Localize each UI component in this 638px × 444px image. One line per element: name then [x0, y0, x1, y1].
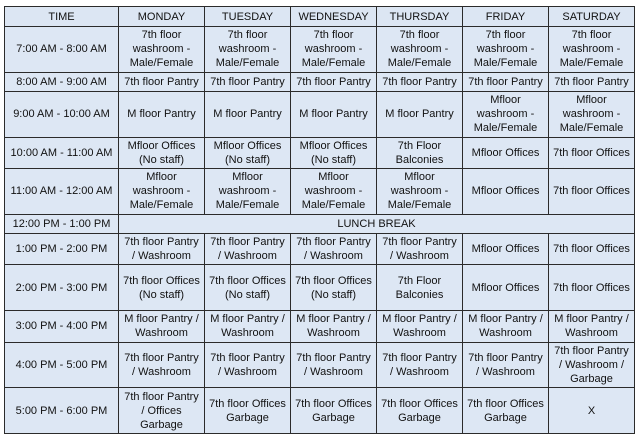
schedule-cell: 7th floor Offices (No staff)	[291, 265, 377, 311]
schedule-cell: 7th floor Offices	[549, 265, 635, 311]
schedule-cell: 7th floor washroom - Male/Female	[205, 27, 291, 73]
table-row	[5, 265, 635, 311]
time-cell: 7:00 AM - 8:00 AM	[5, 27, 119, 73]
schedule-cell: Mfloor washroom - Male/Female	[549, 91, 635, 137]
time-cell: 1:00 PM - 2:00 PM	[5, 234, 119, 265]
schedule-cell: M floor Pantry / Washroom	[463, 311, 549, 342]
lunch-break-cell: LUNCH BREAK	[119, 214, 635, 233]
table-row	[5, 388, 635, 434]
schedule-cell: 7th floor Pantry / Washroom	[291, 342, 377, 388]
schedule-cell: 7th floor Pantry	[205, 72, 291, 91]
schedule-cell: M floor Pantry / Washroom	[205, 311, 291, 342]
time-cell: 8:00 AM - 9:00 AM	[5, 72, 119, 91]
header-day: WEDNESDAY	[291, 7, 377, 27]
header-day: THURSDAY	[377, 7, 463, 27]
schedule-cell: 7th floor Pantry	[291, 72, 377, 91]
schedule-cell: Mfloor washroom - Male/Female	[205, 169, 291, 215]
schedule-cell: M floor Pantry	[119, 91, 205, 137]
schedule-cell: Mfloor Offices	[463, 169, 549, 215]
schedule-cell: 7th floor Offices Garbage	[291, 388, 377, 434]
schedule-cell: 7th floor Pantry / Offices Garbage	[119, 388, 205, 434]
schedule-cell: 7th floor Pantry / Washroom	[119, 342, 205, 388]
schedule-cell: M floor Pantry / Washroom	[119, 311, 205, 342]
table-row	[5, 169, 635, 215]
table-row	[5, 342, 635, 388]
table-row	[5, 72, 635, 91]
schedule-cell: Mfloor washroom - Male/Female	[377, 169, 463, 215]
schedule-cell: 7th floor washroom - Male/Female	[377, 27, 463, 73]
time-cell: 3:00 PM - 4:00 PM	[5, 311, 119, 342]
schedule-cell: 7th floor washroom - Male/Female	[119, 27, 205, 73]
schedule-cell: 7th floor Offices Garbage	[463, 388, 549, 434]
schedule-cell: 7th floor washroom - Male/Female	[549, 27, 635, 73]
time-cell: 11:00 AM - 12:00 AM	[5, 169, 119, 215]
schedule-cell: Mfloor Offices (No staff)	[205, 137, 291, 168]
schedule-cell: 7th floor Pantry / Washroom	[377, 234, 463, 265]
time-cell: 10:00 AM - 11:00 AM	[5, 137, 119, 168]
time-cell: 12:00 PM - 1:00 PM	[5, 214, 119, 233]
table-row	[5, 234, 635, 265]
schedule-cell: 7th floor Pantry / Washroom	[377, 342, 463, 388]
schedule-cell: M floor Pantry / Washroom	[549, 311, 635, 342]
schedule-cell: M floor Pantry	[205, 91, 291, 137]
schedule-cell: 7th floor washroom - Male/Female	[291, 27, 377, 73]
schedule-cell: 7th floor washroom - Male/Female	[463, 27, 549, 73]
schedule-cell: M floor Pantry / Washroom	[291, 311, 377, 342]
time-cell: 4:00 PM - 5:00 PM	[5, 342, 119, 388]
schedule-cell: Mfloor washroom - Male/Female	[463, 91, 549, 137]
schedule-cell: Mfloor Offices	[463, 137, 549, 168]
schedule-cell: 7th floor Pantry	[549, 72, 635, 91]
schedule-cell: Mfloor Offices (No staff)	[119, 137, 205, 168]
schedule-cell: 7th floor Offices	[549, 137, 635, 168]
schedule-cell: Mfloor Offices	[463, 234, 549, 265]
schedule-cell: 7th floor Pantry	[119, 72, 205, 91]
time-cell: 2:00 PM - 3:00 PM	[5, 265, 119, 311]
schedule-cell: 7th floor Offices	[549, 169, 635, 215]
schedule-cell: 7th floor Offices (No staff)	[119, 265, 205, 311]
schedule-cell: 7th floor Offices Garbage	[377, 388, 463, 434]
header-day: FRIDAY	[463, 7, 549, 27]
schedule-cell: M floor Pantry	[377, 91, 463, 137]
schedule-cell: 7th floor Pantry	[377, 72, 463, 91]
table-row	[5, 27, 635, 73]
table-row	[5, 311, 635, 342]
header-row	[5, 7, 635, 27]
schedule-cell: X	[549, 388, 635, 434]
time-cell: 9:00 AM - 10:00 AM	[5, 91, 119, 137]
time-cell: 5:00 PM - 6:00 PM	[5, 388, 119, 434]
cleaning-schedule-table	[4, 6, 635, 434]
table-row	[5, 137, 635, 168]
lunch-row	[5, 214, 635, 233]
table-row	[5, 91, 635, 137]
schedule-cell: M floor Pantry / Washroom	[377, 311, 463, 342]
schedule-cell: 7th floor Pantry	[463, 72, 549, 91]
schedule-cell: 7th floor Offices	[549, 234, 635, 265]
schedule-cell: 7th floor Pantry / Washroom	[205, 342, 291, 388]
schedule-cell: Mfloor washroom - Male/Female	[291, 169, 377, 215]
schedule-cell: 7th floor Offices (No staff)	[205, 265, 291, 311]
schedule-cell: 7th floor Pantry / Washroom	[291, 234, 377, 265]
header-day: MONDAY	[119, 7, 205, 27]
schedule-cell: Mfloor washroom - Male/Female	[119, 169, 205, 215]
schedule-cell: 7th Floor Balconies	[377, 137, 463, 168]
header-time: TIME	[5, 7, 119, 27]
schedule-cell: Mfloor Offices (No staff)	[291, 137, 377, 168]
schedule-cell: 7th floor Pantry / Washroom	[205, 234, 291, 265]
header-day: SATURDAY	[549, 7, 635, 27]
schedule-cell: Mfloor Offices	[463, 265, 549, 311]
schedule-cell: 7th Floor Balconies	[377, 265, 463, 311]
schedule-cell: 7th floor Pantry / Washroom	[119, 234, 205, 265]
header-day: TUESDAY	[205, 7, 291, 27]
schedule-cell: 7th floor Offices Garbage	[205, 388, 291, 434]
schedule-cell: 7th floor Pantry / Washroom	[463, 342, 549, 388]
schedule-cell: M floor Pantry	[291, 91, 377, 137]
schedule-cell: 7th floor Pantry / Washroom / Garbage	[549, 342, 635, 388]
